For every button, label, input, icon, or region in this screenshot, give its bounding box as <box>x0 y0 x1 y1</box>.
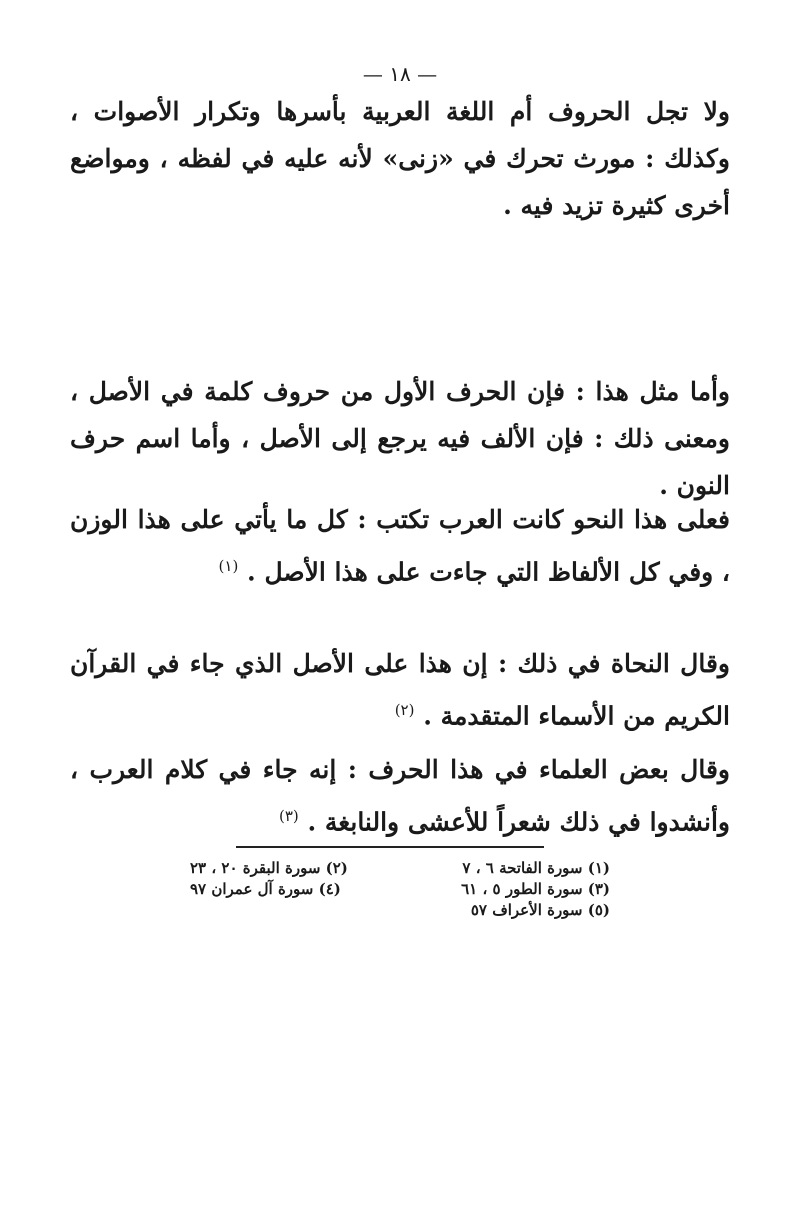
footnote-ref-3[interactable]: (٣) <box>278 807 299 825</box>
page-number: — ١٨ — <box>362 62 438 86</box>
paragraph-5 <box>70 746 730 845</box>
footnote-ref-1[interactable]: (١) <box>218 557 239 575</box>
footnotes-section <box>190 858 610 921</box>
footnote-1: (١) سورة الفاتحة ٦ ، ٧ <box>462 859 610 877</box>
paragraph-5-text: وقال بعض العلماء في هذا الحرف : إنه جاء في كلام العرب ، وأنشدوا في ذلك شعراً للأعشى والنابغة . <box>70 755 730 837</box>
paragraph-2 <box>70 368 730 509</box>
paragraph-2-text: وأما مثل هذا : فإن الحرف الأول من حروف كلمة في الأصل ، ومعنى ذلك : فإن الألف فيه يرجع إلى الأصل ، وأما اسم حرف النون . <box>70 377 730 500</box>
paragraph-3-text: فعلى هذا النحو كانت العرب تكتب : كل ما يأتي على هذا الوزن ، وفي كل الألفاظ التي جاءت على هذا الأصل . <box>70 505 730 587</box>
paragraph-4 <box>70 640 730 739</box>
footnote-3: (٣) سورة الطور ٥ ، ٦١ <box>461 880 610 898</box>
footnote-row-2 <box>190 879 610 900</box>
paragraph-3 <box>70 496 730 595</box>
footnote-2: (٢) سورة البقرة ٢٠ ، ٢٣ <box>190 859 348 877</box>
footnote-divider <box>236 846 544 848</box>
footnote-row-3 <box>190 900 610 921</box>
paragraph-1-text: ولا تجل الحروف أم اللغة العربية بأسرها وتكرار الأصوات ، وكذلك : مورث تحرك في «زنى» لأنه عليه في لفظه ، ومواضع أخرى كثيرة تزيد فيه . <box>70 97 730 220</box>
paragraph-1 <box>70 88 730 229</box>
footnote-5: (٥) سورة الأعراف ٥٧ <box>470 901 610 919</box>
paragraph-4-text: وقال النحاة في ذلك : إن هذا على الأصل الذي جاء في القرآن الكريم من الأسماء المتقدمة . <box>70 649 730 731</box>
footnote-4: (٤) سورة آل عمران ٩٧ <box>190 880 341 898</box>
footnote-ref-2[interactable]: (٢) <box>394 701 415 719</box>
footnote-row-1 <box>190 858 610 879</box>
